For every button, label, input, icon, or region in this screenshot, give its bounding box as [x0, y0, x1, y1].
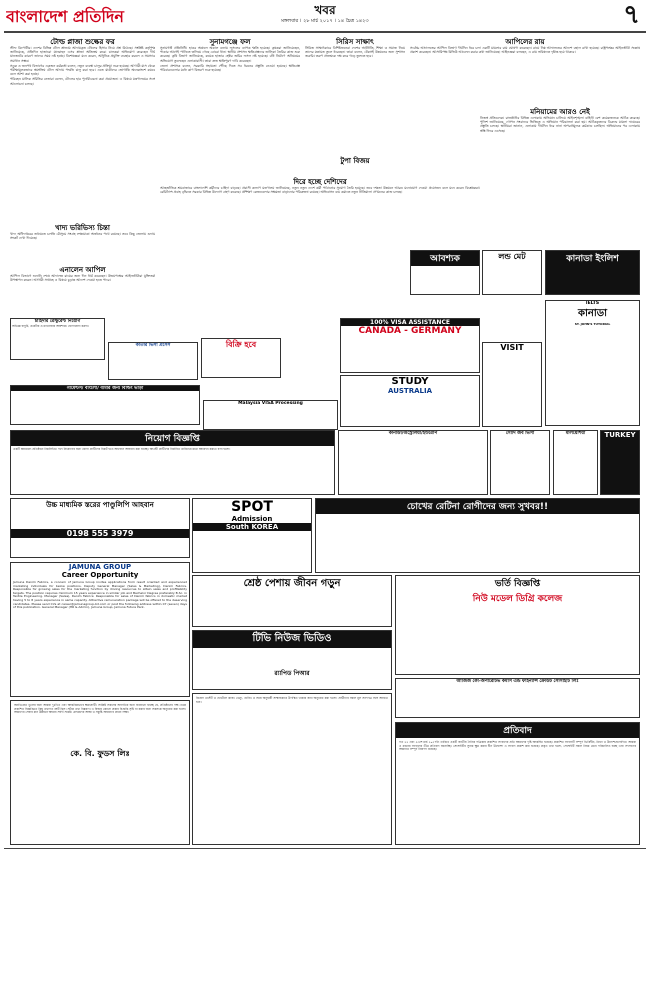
ad-tv: টিভি নিউজ ভিডিও র‍্যাপিড পিআর [192, 630, 392, 690]
ad-apnar: আবশ্যক [410, 250, 480, 295]
headline: এনালেন আপিল [59, 266, 106, 274]
ad-lond: লন্ড মেট [482, 250, 542, 295]
ad-study-australia: STUDY AUSTRALIA [340, 375, 480, 427]
ad-spot: SPOT Admission South KOREA [192, 498, 312, 573]
headline: খাদ্য ভরিভিস্য চিন্তা [55, 224, 110, 232]
ad-kb-foods: অনভিপ্রেত ভুলের জন্য আমরা দুঃখিত এবং আন্তরিকভাবে ক্ষমাপ্রার্থী। সংশ্লিষ্ট সকলের অবগতির জন্য জানানো যাচ্ছে যে, প্রতিষ্ঠানের পক্ষ থেকে প্রকাশিত বিজ্ঞপ্তিতে কিছু তথ্যগত ত্রুটি ছিল। সঠিক তথ্য নিম্নরূপ। এ বিষয়ে কোনো প্রকার বিভ্রান্তি সৃষ্টি না করার জন্য সকলকে অনুরোধ করা হলো। আমাদের সেবার মান উন্নয়নে আমরা সর্বদা সচেষ্ট। গ্রাহকদের আস্থা ও সন্তুষ্টি আমাদের প্রধান লক্ষ্য। কে. বি. ফুডস লিঃ [10, 700, 190, 845]
ad-table: রিয়েল এস্টেট ও হোটেলে কাজ। ভেন্যু, তারিখ ও সময় অনুযায়ী সাক্ষাৎকারে উপস্থিত থাকার জন্য অনুরোধ করা হলো। প্রার্থীদের সকল মূল সনদপত্র সঙ্গে আনতে হবে। [192, 693, 392, 845]
article-body: সর্বোচ্চ আদালতের আপিল বিভাগ দীর্ঘদিন ধরে চলা একটি মামলার রায় ঘোষণা করেছেন। রায়ে নিম্ন আদালতের আদেশ বহাল রাখা হয়েছে। রাষ্ট্রপক্ষের আইনজীবী সন্তোষ প্রকাশ করেছেন। আসামিপক্ষ রিভিউ আবেদন করার কথা জানিয়েছে। আইনজ্ঞরা বলছেন, এ রায় ভবিষ্যতে দৃষ্টান্ত হয়ে থাকবে। [410, 46, 640, 55]
headline: সুনামগঞ্জে ফল [209, 38, 251, 46]
article-body: সিরিজ সাক্ষাৎকারে বিশিষ্টজনেরা দেশের অর্থনীতি, শিক্ষা ও সমাজ নিয়ে তাদের মতামত তুলে ধরেছেন। তারা বলেন, টেকসই উন্নয়নের জন্য সুশাসন জরুরি। তরুণ প্রজন্মকে দক্ষ করে গড়ে তুলতে হবে। [305, 46, 405, 59]
article-body: স্টাফ রিপোর্টার। দেশের বিভিন্ন টোল প্লাজায় আদায়কৃত টোলের হিসাব নিয়ে প্রশ্ন উঠেছে। সংশ্লিষ্ট কর্তৃপক্ষ জানিয়েছে, প্রতিদিন হাজারো যানবাহন এসব প্লাজা অতিক্রম করে। চালকরা অভিযোগ করেছেন দীর্ঘ যানজটের কারণে তাদের সময় নষ্ট হচ্ছে। বিশেষজ্ঞরা মনে করেন, আধুনিক প্রযুক্তি ব্যবহার করলে এ সমস্যার সমাধান সম্ভব। সড়ক ও জনপথ বিভাগের একজন কর্মকর্তা বলেন, নতুন ব্যবস্থা চালুর প্রক্রিয়া শুরু হয়েছে। আগামী মাস থেকে পরীক্ষামূলকভাবে স্বয়ংক্রিয় টোল আদায় পদ্ধতি চালু করা হবে। এতে যাত্রীদের ভোগান্তি অনেকাংশে কমবে বলে আশা করা হচ্ছে। পরিবহন মালিক সমিতির নেতারা বলেন, টোলের হার পুনর্বিবেচনা করা প্রয়োজন। এ বিষয়ে মন্ত্রণালয়ের সঙ্গে আলোচনা চলছে। [10, 46, 155, 86]
ad-bikri: বিক্রি হবে [201, 338, 281, 378]
headline: আপিলের রায় [505, 38, 545, 46]
page-number: ৭ [623, 0, 640, 30]
article-body: সুনামগঞ্জ প্রতিনিধি। হাওর অঞ্চলে অকাল বন্যায় ফসলের ব্যাপক ক্ষতি হয়েছে। কৃষকরা জানিয়েছেন, পাকার আগেই পানিতে তলিয়ে গেছে বোরো ধান। স্থানীয় প্রশাসন ক্ষতিগ্রস্তদের তালিকা তৈরির কাজ শুরু করেছে। কৃষি বিভাগ জানিয়েছে, কয়েক হাজার হেক্টর জমির ফসল নষ্ট হয়েছে। বাঁধ নির্মাণে অনিয়মের অভিযোগ তুলেছেন এলাকাবাসী। তারা দ্রুত ক্ষতিপূরণ দাবি করেছেন। জেলা প্রশাসক বলেন, সরকারি সহায়তা পৌঁছে দিতে সব ধরনের প্রস্তুতি নেওয়া হয়েছে। ক্ষতিগ্রস্ত পরিবারগুলোর মধ্যে ত্রাণ বিতরণ শুরু হয়েছে। [160, 46, 300, 73]
ad-garments: গার্মেন্টস/ বাংলো/ বীমার জন্য বিল্ডিং ভাড়া [10, 385, 200, 425]
ad-niyog: নিয়োগ বিজ্ঞপ্তি একটি স্বনামধন্য প্রতিষ্ঠানে নিম্নলিখিত পদে নিয়োগের জন্য যোগ্য প্রার্থীদের নিকট হতে আবেদন আহবান করা যাচ্ছে। আগ্রহী প্রার্থীদের নির্ধারিত তারিখের মধ্যে আবেদন করতে বলা হলো। [10, 430, 335, 495]
section-title: খবর [314, 3, 336, 16]
ad-saudi: সৌদি জব ভিসা [490, 430, 550, 495]
ad-jamuna: JAMUNA GROUP Career Opportunity Jamuna Denim Fabrics, a concern of Jamuna Group invites applications from result oriented and experienced marketing individuals for below positions. Deputy General Manager (Sales & Marketing), Denim Fabrics. Responsible for growing sales for the marketing function by driving resources to attain sales and profitability targets. The position requires minimum 15 years experience in similar job and Bachelor Degree preferably B.Sc. in Textile Engineering. Manager (Sales), Denim Fabrics: Responsible for sales of Denim fabrics in domestic market having 5 to 8 years experience in same capacity. Attractive remuneration package will be offered to the deserving candidates. Please send CVs at career@jamunagroup-bd.com or post the following address within 07 (seven) days of this publication. General Manager (HR & Admin), Jamuna Group, Jamuna Future Park. [10, 562, 190, 697]
ad-aziz: আজিজ কো-অপারেটিভ কমার্স এন্ড ফাইন্যান্স ক্রেডিট সোসাইটি লিঃ [395, 678, 640, 718]
ad-protibad: প্রতিবাদ গত ২২ এবং ২৩শে মার্চ ২০১৭ইং তারিখে একটি জাতীয় দৈনিক পত্রিকায় প্রকাশিত সংবাদের প্রতি আমাদের দৃষ্টি আকর্ষিত হয়েছে। প্রকাশিত সংবাদটি সম্পূর্ণ ভিত্তিহীন, মিথ্যা ও উদ্দেশ্যপ্রণোদিত। আমরা এ ধরনের সংবাদের তীব্র প্রতিবাদ জানাচ্ছি। সোসাইটির সুনাম ক্ষুণ্ণ করার হীন উদ্দেশ্যে এ সংবাদ প্রকাশ করা হয়েছে। প্রকৃত তথ্য হলো, সোসাইটি সকল নিয়ম মেনে পরিচালিত হচ্ছে এবং সদস্যদের আমানত সম্পূর্ণ নিরাপদ রয়েছে। [395, 722, 640, 845]
article-body: নিজস্ব প্রতিবেদক। রাজধানীর বিভিন্ন এলাকায় অভিযান চালিয়ে আইনশৃঙ্খলা বাহিনী বেশ কয়েকজনকে আটক করেছে। পুলিশ জানিয়েছে, গোপন সংবাদের ভিত্তিতে এ অভিযান পরিচালনা করা হয়। আটককৃতদের বিরুদ্ধে মামলা দায়েরের প্রস্তুতি চলছে। স্থানীয়রা জানান, এলাকায় দীর্ঘদিন ধরে নানা অপরাধমূলক কর্মকাণ্ড চলছিল। অভিযানের পর এলাকায় স্বস্তি ফিরে এসেছে। [480, 116, 640, 133]
ad-sresto: শ্রেষ্ঠ পেশায় জীবন গড়ুন [192, 575, 392, 627]
logo: বাংলাদেশ প্রতিদিন [6, 7, 124, 26]
article-body: খাদ্য অধিদপ্তরের তথ্যমতে চলতি মৌসুমে সংগ্রহ লক্ষ্যমাত্রা অর্জনের পথে রয়েছে। তবে কিছু জেলায় গুদাম সংকট দেখা দিয়েছে। [10, 232, 155, 241]
article-body: আপিল বিভাগে শুনানি শেষে আদালত রায়ের জন্য দিন ধার্য করেছেন। উভয়পক্ষের আইনজীবীরা যুক্তিতর্ক উপস্থাপন করেন। আগামী সপ্তাহে এ বিষয়ে চূড়ান্ত আদেশ দেওয়া হতে পারে। [10, 274, 155, 283]
ad-canada-aus: কানাডা/অস্ট্রেলিয়া/ইউরোপ [338, 430, 488, 495]
ad-canada-right: IELTS কানাডা ST. JOHN'S TUTORIAL [545, 300, 640, 426]
ad-canada-eng: কানাডা ইংলিশ [545, 250, 640, 295]
ad-bhorti: ভর্তি বিজ্ঞপ্তি নিউ মডেল ডিগ্রি কলেজ [395, 575, 640, 675]
headline: টোল্ড প্লাজা শুল্কের ফর [50, 38, 115, 46]
headline: মনিয়ামের আরও নেই [530, 108, 590, 116]
ad-malaysia2: মালয়েশিয়া [553, 430, 598, 495]
ad-katar: কাতার ভিসা প্রসেস [108, 342, 198, 380]
ad-malaysia: Malaysia VISA Processing [203, 400, 338, 430]
headline: সিরিস সাক্ষাৎ [336, 38, 374, 46]
ad-chokher: চোখের রেটিনা রোগীদের জন্য সুখবর!! [315, 498, 640, 573]
ad-pathdar: উচ্চ মাধ্যমিক স্তরের পাণ্ডুলিপি আহবান 0198 555 3979 [10, 498, 190, 558]
ad-turkey: TURKEY [600, 430, 640, 495]
headline: টুপা বিজয় [340, 157, 370, 165]
ad-restaurant: চাহিদার রেস্টুরেন্ট নিয়োগ অভিজ্ঞ বাবুর্চি, ওয়েটার ও ম্যানেজার আবশ্যক। যোগাযোগ করুন। [10, 318, 105, 360]
bottom-rule [4, 848, 646, 849]
masthead-rule [4, 31, 646, 33]
article-body: আন্তর্জাতিক শ্রমবাজারে বাংলাদেশি কর্মীদের চাহিদা বাড়ছে। প্রবাসী কল্যাণ মন্ত্রণালয় জানিয়েছে, নতুন নতুন দেশে কর্মী পাঠানোর সুযোগ তৈরি হয়েছে। তবে দক্ষতা উন্নয়নে আরও মনোযোগ দেওয়া প্রয়োজন বলে মনে করেন বিশ্লেষকরা। রেমিট্যান্স প্রবাহ বৃদ্ধিতে সরকার বিভিন্ন উদ্যোগ গ্রহণ করেছে। প্রশিক্ষণ কেন্দ্রগুলোর সক্ষমতা বাড়ানোর পরিকল্পনা রয়েছে। অভিবাসন ব্যয় কমাতে নতুন নীতিমালা প্রণয়নের কাজ চলছে। [160, 186, 480, 195]
masthead [0, 0, 650, 32]
ad-canada-germany: 100% VISA ASSISTANCE CANADA - GERMANY [340, 318, 480, 373]
ad-visit: VISIT [482, 342, 542, 427]
dateline: মঙ্গলবার । ২৮ মার্চ ২০১৭ । ১৪ চৈত্র ১৪২৩ [281, 18, 369, 24]
headline: দিরে হচ্ছে দেশিদের [293, 178, 347, 186]
